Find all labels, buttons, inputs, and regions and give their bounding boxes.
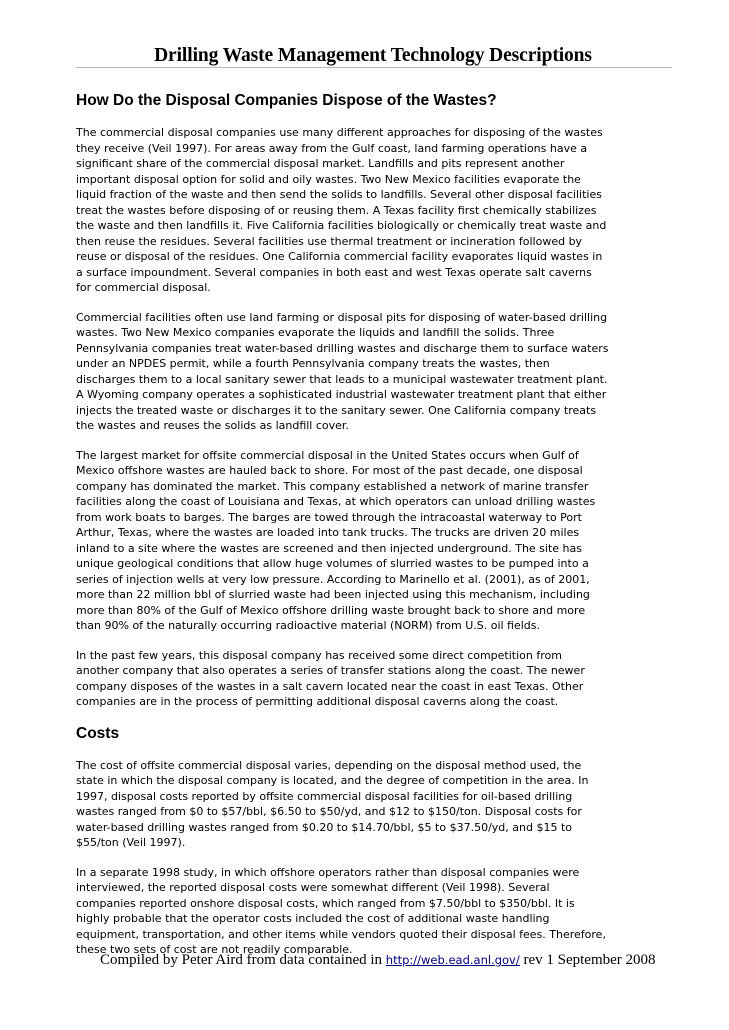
document-body <box>76 89 676 958</box>
paragraph-line: The largest market for offsite commercial disposal in the United States occurs when Gulf of <box>76 448 579 462</box>
paragraph-line: injects the treated waste or discharges it to the sanitary sewer. One California company treats <box>76 403 597 417</box>
section-disposal-paragraphs <box>76 125 676 710</box>
paragraph-line: In the past few years, this disposal company has received some direct competition from <box>76 648 562 662</box>
paragraph-line: the wastes and reuses the solids as landfill cover. <box>76 419 349 432</box>
paragraph-line: wastes. Two New Mexico companies evaporate the liquids and landfill the solids. Three <box>76 326 555 339</box>
paragraph-line: significant share of the commercial disposal market. Landfills and pits represent another <box>76 157 565 170</box>
paragraph-line: $55/ton (Veil 1997). <box>76 836 186 849</box>
paragraph-line: inland to a site where the wastes are screened and then injected underground. The site has <box>76 541 582 555</box>
paragraph-line: interviewed, the reported disposal costs were somewhat different (Veil 1998). Several <box>76 881 550 894</box>
paragraph-line: more than 80% of the Gulf of Mexico offshore drilling waste brought back to shore and more <box>76 603 586 617</box>
paragraph-line: series of injection wells at very low pressure. According to Marinello et al. (2001), as of 2001, <box>76 572 590 586</box>
paragraph-line: 1997, disposal costs reported by offsite commercial disposal facilities for oil-based drilling <box>76 789 573 803</box>
paragraph <box>76 648 676 710</box>
paragraph-line: company disposes of the wastes in a salt cavern located near the coast in east Texas. Other <box>76 679 584 693</box>
paragraph-line: they receive (Veil 1997). For areas away from the Gulf coast, land farming operations have a <box>76 141 588 155</box>
paragraph-line: then reuse the residues. Several facilities use thermal treatment or incineration followed by <box>76 234 583 248</box>
paragraph <box>76 310 676 434</box>
paragraph <box>76 448 676 634</box>
footer <box>100 952 656 969</box>
paragraph-line: unique geological conditions that allow huge volumes of slurried wastes to be pumped into a <box>76 557 589 570</box>
paragraph <box>76 758 676 851</box>
section-heading-disposal: How Do the Disposal Companies Dispose of the Wastes? <box>76 92 497 109</box>
paragraph-line: companies reported onshore disposal costs, which ranged from $7.50/bbl to $350/bbl. It is <box>76 896 575 910</box>
paragraph-line: a surface impoundment. Several companies in both east and west Texas operate salt caverns <box>76 265 592 279</box>
paragraph-line: than 90% of the naturally occurring radioactive material (NORM) from U.S. oil fields. <box>76 619 541 632</box>
paragraph-line: companies are in the process of permitting additional disposal caverns along the coast. <box>76 695 559 708</box>
footer-link[interactable]: http://web.ead.anl.gov/ <box>385 953 520 967</box>
header-title: Drilling Waste Management Technology Descriptions <box>154 45 592 66</box>
paragraph-line: A Wyoming company operates a sophisticated industrial wastewater treatment plant that either <box>76 388 607 401</box>
paragraph-line: from work boats to barges. The barges are towed through the intracoastal waterway to Port <box>76 510 582 524</box>
paragraph-line: In a separate 1998 study, in which offshore operators rather than disposal companies were <box>76 865 580 879</box>
paragraph-line: water-based drilling wastes ranged from $0.20 to $14.70/bbl, $5 to $37.50/yd, and $15 to <box>76 820 572 834</box>
paragraph-line: The cost of offsite commercial disposal varies, depending on the disposal method used, the <box>76 758 582 772</box>
paragraph-line: liquid fraction of the waste and then send the solids to landfills. Several other disposal facilities <box>76 188 602 201</box>
paragraph-line: important disposal option for solid and oily wastes. Two New Mexico facilities evaporate the <box>76 172 581 186</box>
footer-prefix: Compiled by Peter Aird from data contained in <box>100 952 386 968</box>
paragraph <box>76 125 676 296</box>
paragraph-line: another company that also operates a series of transfer stations along the coast. The newer <box>76 664 585 677</box>
section-heading-costs: Costs <box>76 724 120 742</box>
paragraph-line: under an NPDES permit, while a fourth Pennsylvania company treats the wastes, then <box>76 357 550 370</box>
paragraph-line: facilities along the coast of Louisiana and Texas, at which operators can unload drilling wastes <box>76 495 596 508</box>
paragraph-line: Commercial facilities often use land farming or disposal pits for disposing of water-based drilling <box>76 310 608 324</box>
paragraph-line: wastes ranged from $0 to $57/bbl, $6.50 to $50/yd, and $12 to $150/ton. Disposal costs for <box>76 805 582 818</box>
paragraph-line: reuse or disposal of the residues. One California commercial facility evaporates liquid wastes in <box>76 250 603 263</box>
header-rule <box>76 67 672 68</box>
paragraph <box>76 865 676 958</box>
paragraph-line: for commercial disposal. <box>76 281 211 294</box>
section-costs-paragraphs <box>76 758 676 958</box>
paragraph-line: company has dominated the market. This company established a network of marine transfer <box>76 479 589 493</box>
paragraph-line: equipment, transportation, and other items while vendors quoted their disposal fees. Therefore, <box>76 927 606 941</box>
paragraph-line: The commercial disposal companies use many different approaches for disposing of the wastes <box>76 126 603 139</box>
paragraph-line: Mexico offshore wastes are hauled back to shore. For most of the past decade, one disposal <box>76 464 583 477</box>
footer-suffix: rev 1 September 2008 <box>519 952 656 968</box>
paragraph-line: treat the wastes before disposing of or reusing them. A Texas facility first chemically stabilizes <box>76 203 597 217</box>
paragraph-line: the waste and then landfills it. Five California facilities biologically or chemically treat waste and <box>76 219 607 232</box>
paragraph-line: Arthur, Texas, where the wastes are loaded into tank trucks. The trucks are driven 20 miles <box>76 526 580 539</box>
paragraph-line: highly probable that the operator costs included the cost of additional waste handling <box>76 912 550 925</box>
paragraph-line: state in which the disposal company is located, and the degree of competition in the area. In <box>76 774 589 787</box>
paragraph-line: more than 22 million bbl of slurried waste had been injected using this mechanism, including <box>76 588 590 601</box>
paragraph-line: Pennsylvania companies treat water-based drilling wastes and discharge them to surface waters <box>76 341 609 355</box>
paragraph-line: these two sets of cost are not readily comparable. <box>76 943 353 956</box>
paragraph-line: discharges them to a local sanitary sewer that leads to a municipal wastewater treatment plant. <box>76 372 608 386</box>
